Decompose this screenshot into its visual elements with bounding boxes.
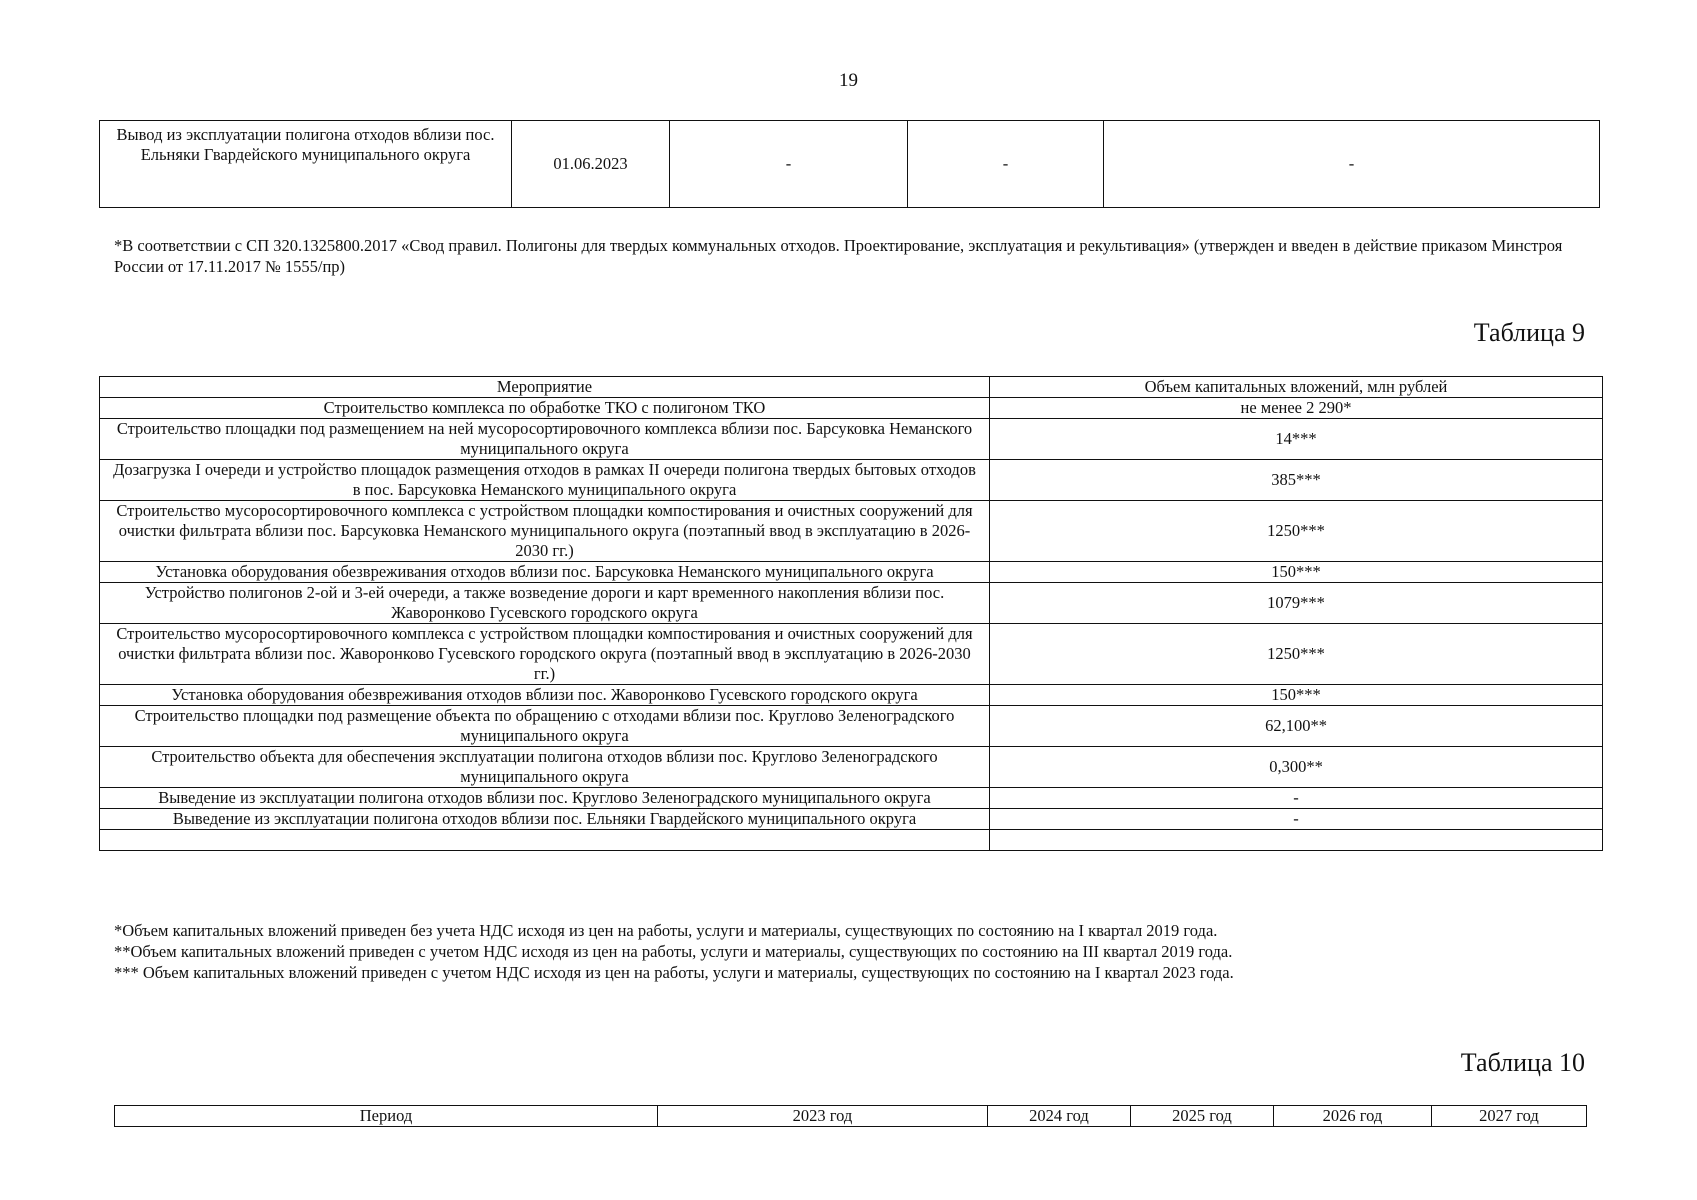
table9-volume-cell: 62,100** [990,706,1603,747]
table9-header-event: Мероприятие [100,377,990,398]
table9-event-cell: Строительство площадки под размещением на ней мусоросортировочного комплекса вблизи пос. Барсуковка Неманского муниципального округа [100,419,990,460]
table10-header-cell: 2026 год [1274,1106,1432,1127]
table10-caption: Таблица 10 [1460,1048,1585,1077]
table9-event-cell: Установка оборудования обезвреживания отходов вблизи пос. Барсуковка Неманского муниципального округа [100,562,990,583]
table10-header-cell: 2024 год [988,1106,1131,1127]
table-row [100,583,1603,624]
table9-volume-cell: не менее 2 290* [990,398,1603,419]
table9-event-cell: Устройство полигонов 2-ой и 3-ей очереди, а также возведение дороги и карт временного накопления вблизи пос. Жаворонково Гусевского городского округа [100,583,990,624]
top-table-cell: - [908,121,1104,208]
table10-header-cell: 2025 год [1131,1106,1274,1127]
table10-header-row [115,1106,1587,1127]
table9-header-row [100,377,1603,398]
table-row [100,562,1603,583]
table-row [100,501,1603,562]
table9-volume-cell: 150*** [990,562,1603,583]
table9-volume-cell: 14*** [990,419,1603,460]
table9-volume-cell: 150*** [990,685,1603,706]
top-table [99,120,1600,208]
table9-footnotes [114,920,1594,983]
table9-volume-cell: 385*** [990,460,1603,501]
footnote: *** Объем капитальных вложений приведен с учетом НДС исходя из цен на работы, услуги и материалы, существующих по состоянию на I квартал 2023 года. [114,963,1234,982]
table9-volume-cell: - [990,788,1603,809]
table10-header-cell: 2027 год [1432,1106,1587,1127]
table9-volume-cell: - [990,809,1603,830]
table-row [100,121,1600,208]
table10 [114,1105,1587,1127]
standard-note: *В соответствии с СП 320.1325800.2017 «Свод правил. Полигоны для твердых коммунальных отходов. Проектирование, эксплуатация и рекультивация» (утвержден и введен в действие приказом Минстроя России от 17.11.2017 № 1555/пр) [114,236,1563,276]
table-row [100,398,1603,419]
table10-header-cell: Период [115,1106,658,1127]
table9-event-cell: Строительство мусоросортировочного комплекса с устройством площадки компостирования и очистных сооружений для очистки фильтрата вблизи пос. Барсуковка Неманского муниципального округа (поэтапный ввод в эксплуатацию в 2026-2030 гг.) [100,501,990,562]
table9-volume-cell: 1250*** [990,624,1603,685]
table-row [100,788,1603,809]
table9-volume-cell: 0,300** [990,747,1603,788]
table-row [100,460,1603,501]
table-row [100,747,1603,788]
table9-event-cell: Строительство площадки под размещение объекта по обращению с отходами вблизи пос. Круглово Зеленоградского муниципального округа [100,706,990,747]
table-row [100,624,1603,685]
table-row [100,830,1603,851]
table9-event-cell: Строительство мусоросортировочного комплекса с устройством площадки компостирования и очистных сооружений для очистки фильтрата вблизи пос. Жаворонково Гусевского городского округа (поэтапный ввод в эксплуатацию в 2026-2030 гг.) [100,624,990,685]
top-table-cell: - [1104,121,1600,208]
table9-event-cell: Установка оборудования обезвреживания отходов вблизи пос. Жаворонково Гусевского городского округа [100,685,990,706]
top-table-date: 01.06.2023 [512,121,670,208]
page-number: 19 [839,70,858,91]
table9-caption: Таблица 9 [1473,318,1585,347]
top-table-event: Вывод из эксплуатации полигона отходов вблизи пос. Ельняки Гвардейского муниципального округа [100,121,512,208]
table10-header-cell: 2023 год [658,1106,988,1127]
table-row [100,809,1603,830]
table9 [99,376,1603,851]
table9-event-cell: Строительство комплекса по обработке ТКО с полигоном ТКО [100,398,990,419]
table9-event-cell: Дозагрузка I очереди и устройство площадок размещения отходов в рамках II очереди полигона твердых бытовых отходов в пос. Барсуковка Неманского муниципального округа [100,460,990,501]
table-row [100,685,1603,706]
table9-volume-cell: 1079*** [990,583,1603,624]
footnote: **Объем капитальных вложений приведен с учетом НДС исходя из цен на работы, услуги и материалы, существующих по состоянию на III квартал 2019 года. [114,942,1233,961]
table9-event-cell: Выведение из эксплуатации полигона отходов вблизи пос. Круглово Зеленоградского муниципального округа [100,788,990,809]
top-table-cell: - [670,121,908,208]
table-row [100,706,1603,747]
table9-event-cell: Строительство объекта для обеспечения эксплуатации полигона отходов вблизи пос. Круглово Зеленоградского муниципального округа [100,747,990,788]
table9-event-cell: Выведение из эксплуатации полигона отходов вблизи пос. Ельняки Гвардейского муниципального округа [100,809,990,830]
table9-header-volume: Объем капитальных вложений, млн рублей [990,377,1603,398]
table9-volume-cell: 1250*** [990,501,1603,562]
table-row [100,419,1603,460]
table9-event-cell [100,830,990,851]
table9-volume-cell [990,830,1603,851]
footnote: *Объем капитальных вложений приведен без учета НДС исходя из цен на работы, услуги и материалы, существующих по состоянию на I квартал 2019 года. [114,921,1218,940]
